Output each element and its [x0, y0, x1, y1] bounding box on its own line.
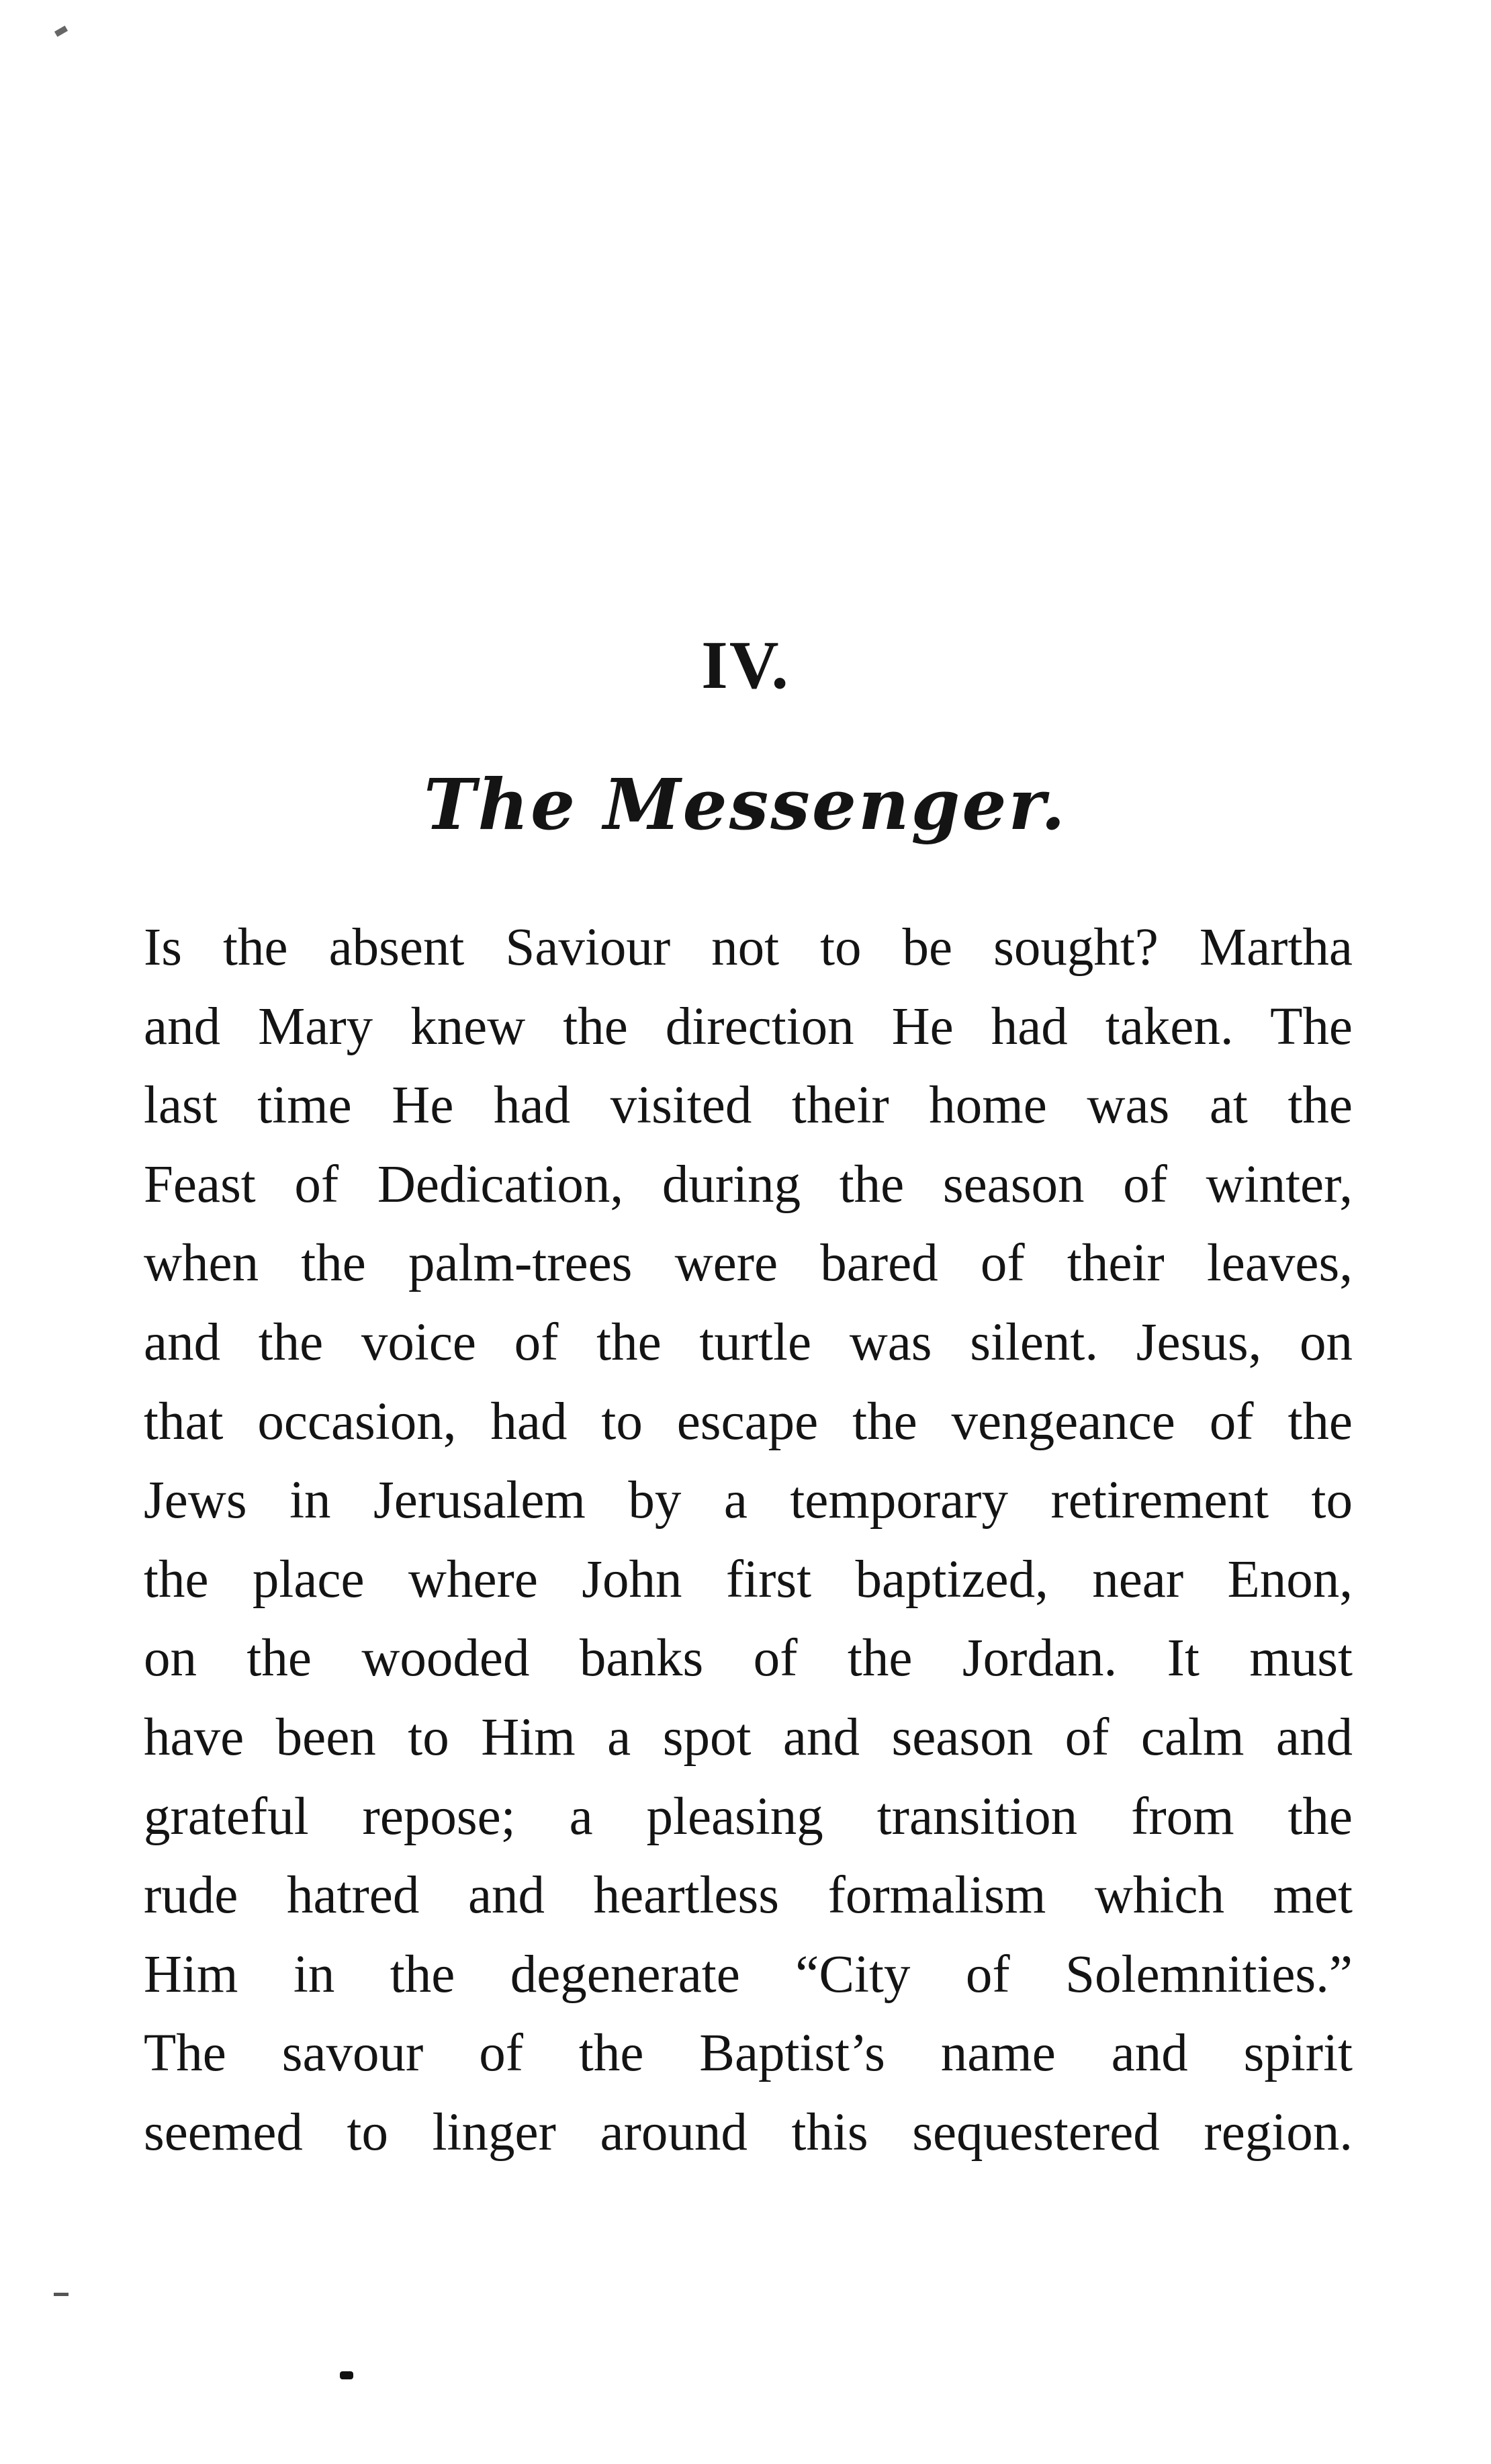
- ink-dot: [340, 2371, 353, 2379]
- text-line: Feast of Dedication, during the season of winter,: [144, 1155, 1353, 1214]
- text-line: The savour of the Baptist’s name and spirit: [144, 2024, 1353, 2083]
- text-line: when the palm-trees were bared of their leaves,: [144, 1234, 1353, 1293]
- text-line: and the voice of the turtle was silent. Jesus, on: [144, 1313, 1353, 1372]
- text-line: that occasion, had to escape the vengeance of the: [144, 1392, 1353, 1451]
- text-line: on the wooded banks of the Jordan. It must: [144, 1629, 1353, 1688]
- margin-dash: [54, 2293, 69, 2296]
- chapter-title: The Messenger.: [424, 763, 1067, 846]
- text-line: last time He had visited their home was at the: [144, 1076, 1353, 1135]
- body-paragraph: [144, 908, 1353, 2172]
- text-line: Is the absent Saviour not to be sought? Martha: [144, 918, 1353, 977]
- text-line: and Mary knew the direction He had taken. The: [144, 997, 1353, 1056]
- text-line: Jews in Jerusalem by a temporary retirement to: [144, 1471, 1353, 1530]
- text-line: seemed to linger around this sequestered region.: [144, 2103, 1353, 2162]
- text-line: have been to Him a spot and season of calm and: [144, 1708, 1353, 1767]
- chapter-number: IV.: [701, 627, 790, 703]
- text-line: Him in the degenerate “City of Solemnities.”: [144, 1945, 1353, 2004]
- page-speck: [54, 26, 68, 37]
- text-line: grateful repose; a pleasing transition from the: [144, 1787, 1353, 1846]
- text-line: rude hatred and heartless formalism which met: [144, 1866, 1353, 1925]
- text-line: the place where John first baptized, near Enon,: [144, 1550, 1353, 1609]
